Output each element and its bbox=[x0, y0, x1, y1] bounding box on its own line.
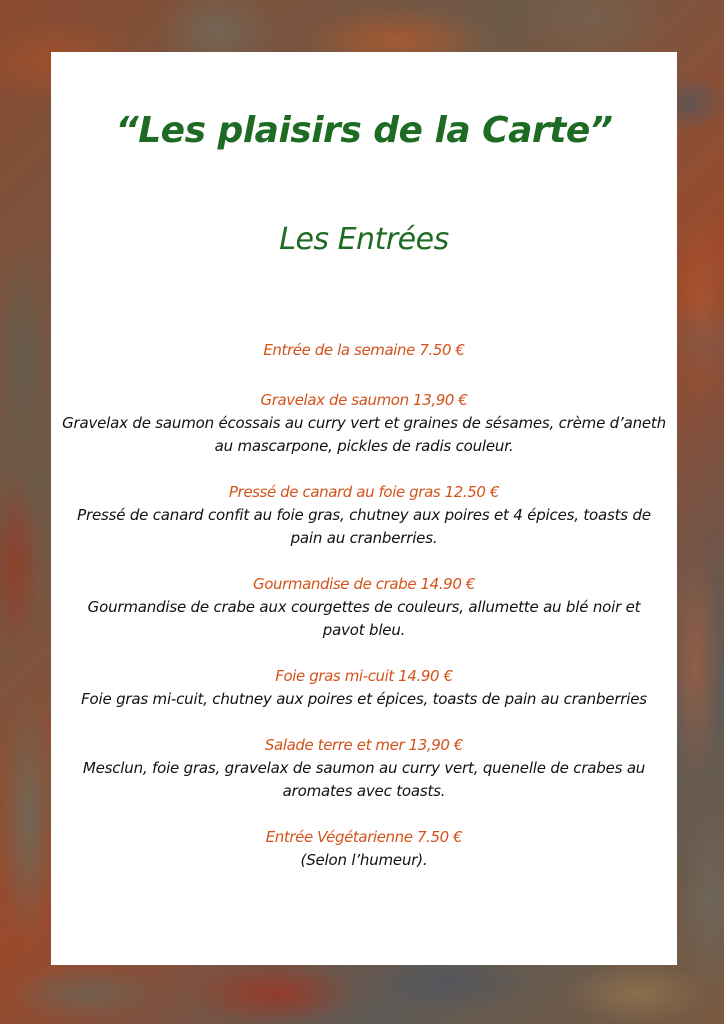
menu-item-name: Gourmandise de crabe 14.90 € bbox=[253, 575, 475, 593]
menu-title: “Les plaisirs de la Carte” bbox=[115, 110, 613, 151]
description-line: Pressé de canard confit au foie gras, chutney aux poires et 4 épices, toasts de bbox=[77, 506, 651, 524]
menu-item-gourmandise-crabe bbox=[59, 572, 669, 642]
menu-item-description bbox=[59, 504, 669, 550]
menu-item-name: Salade terre et mer 13,90 € bbox=[264, 736, 464, 754]
description-line: Gravelax de saumon écossais au curry vert et graines de sésames, crème d’aneth bbox=[62, 414, 666, 432]
menu-item-name: Pressé de canard au foie gras 12.50 € bbox=[228, 483, 500, 501]
menu-item-entree-vegetarienne bbox=[59, 825, 669, 872]
description-line: aromates avec toasts. bbox=[282, 782, 446, 800]
menu-item-name: Foie gras mi-cuit 14.90 € bbox=[275, 667, 453, 685]
menu-item-gravelax bbox=[59, 388, 669, 458]
menu-item-name: Gravelax de saumon 13,90 € bbox=[260, 391, 468, 409]
menu-item-description bbox=[59, 412, 669, 458]
menu-items-list bbox=[51, 338, 677, 872]
description-line: au mascarpone, pickles de radis couleur. bbox=[214, 437, 514, 455]
menu-item-name: Entrée Végétarienne 7.50 € bbox=[265, 828, 463, 846]
description-line: pain au cranberries. bbox=[290, 529, 438, 547]
menu-item-description bbox=[59, 757, 669, 803]
menu-item-foie-gras bbox=[59, 664, 669, 711]
menu-item-description bbox=[59, 596, 669, 642]
menu-page bbox=[51, 52, 677, 965]
menu-item-description bbox=[59, 849, 669, 872]
description-line: Mesclun, foie gras, gravelax de saumon au curry vert, quenelle de crabes au bbox=[82, 759, 646, 777]
menu-item-salade-terre-mer bbox=[59, 733, 669, 803]
description-line: pavot bleu. bbox=[322, 621, 406, 639]
section-title: Les Entrées bbox=[279, 222, 449, 257]
menu-item-description bbox=[59, 688, 669, 711]
menu-item-name: Entrée de la semaine 7.50 € bbox=[263, 341, 465, 359]
description-line: Gourmandise de crabe aux courgettes de couleurs, allumette au blé noir et bbox=[87, 598, 641, 616]
description-line: (Selon l’humeur). bbox=[300, 851, 428, 869]
description-line: Foie gras mi-cuit, chutney aux poires et épices, toasts de pain au cranberries bbox=[81, 690, 647, 708]
menu-item-presse-canard bbox=[59, 480, 669, 550]
menu-item-entree-semaine bbox=[59, 338, 669, 362]
